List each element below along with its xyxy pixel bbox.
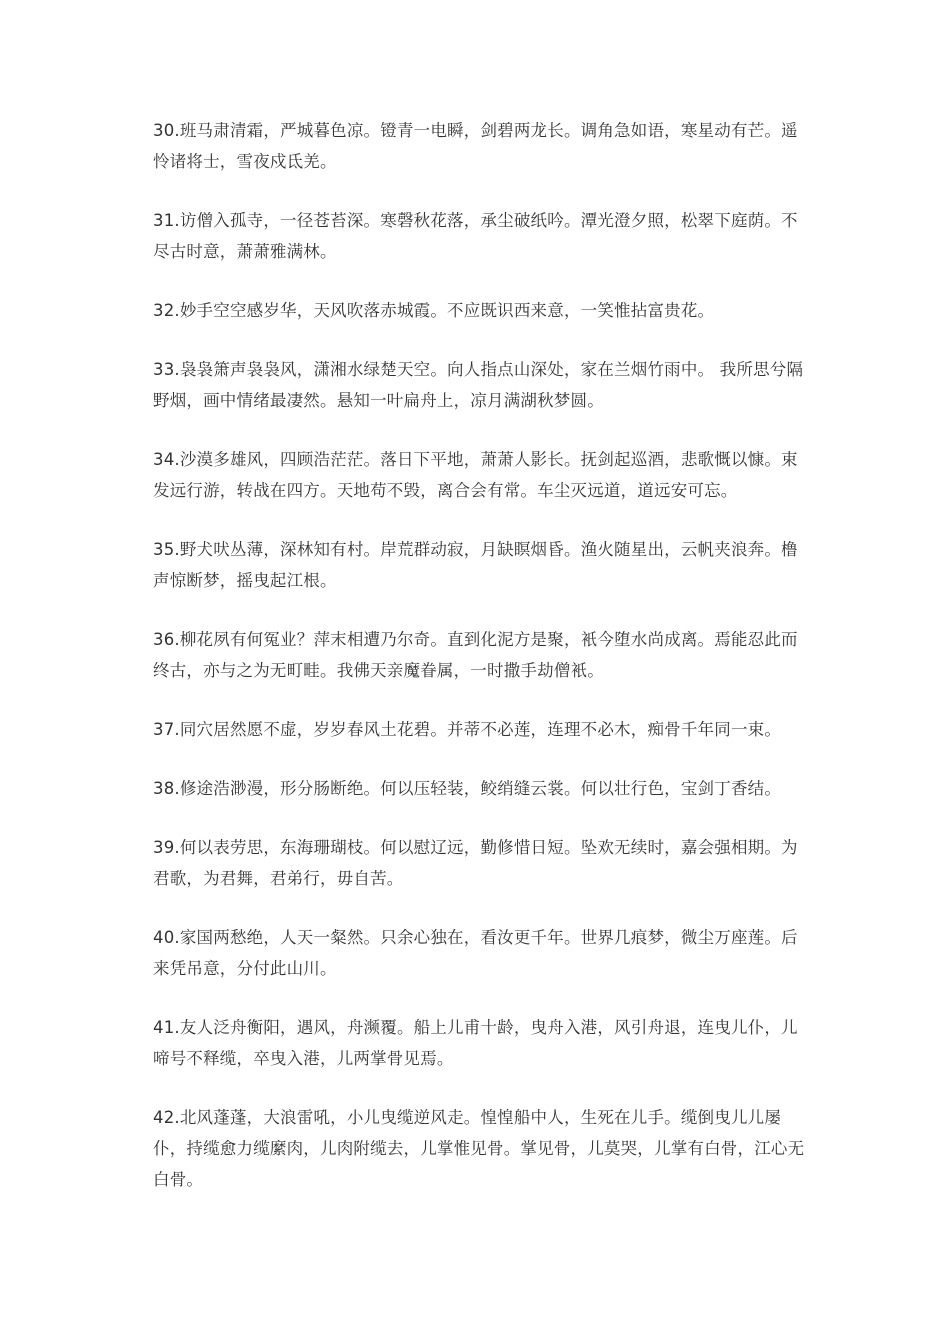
poem-entry-33: 33.袅袅箫声袅袅风，潇湘水绿楚天空。向人指点山深处，家在兰烟竹雨中。 我所思兮隔野烟，画中情绪最凄然。悬知一叶扁舟上，凉月满湖秋梦圆。: [153, 360, 804, 410]
poem-entry-40: 40.家国两愁绝，人天一粲然。只余心独在，看汝更千年。世界几痕梦，微尘万座莲。后来凭吊意，分付此山川。: [153, 928, 798, 978]
poem-entry-38: 38.修途浩渺漫，形分肠断绝。何以压轻装，鲛绡缝云裳。何以壮行色，宝剑丁香结。: [153, 779, 782, 798]
poem-entry-35: 35.野犬吠丛薄，深林知有村。岸荒群动寂，月缺瞑烟昏。渔火随星出，云帆夹浪奔。橹声惊断梦，摇曳起江根。: [153, 540, 798, 590]
poem-entry-42: 42.北风蓬蓬，大浪雷吼，小儿曳缆逆风走。惶惶船中人，生死在儿手。缆倒曳儿儿屡仆，持缆愈力缆縻肉，儿肉附缆去，儿掌惟见骨。掌见骨，儿莫哭，儿掌有白骨，江心无白骨。: [153, 1108, 805, 1189]
poem-entry-37: 37.同穴居然愿不虚，岁岁春风土花碧。并蒂不必莲，连理不必木，痴骨千年同一束。: [153, 720, 782, 739]
poem-entry-36: 36.柳花夙有何冤业？萍末相遭乃尔奇。直到化泥方是聚，衹今堕水尚成离。焉能忍此而终古，亦与之为无町畦。我佛天亲魔眷属，一时撒手劫僧衹。: [153, 630, 798, 680]
poem-entry-30: 30.班马肃清霜，严城暮色凉。镫青一电瞬，剑碧两龙长。调角急如语，寒星动有芒。遥怜诸将士，雪夜戍氐羌。: [153, 121, 798, 171]
poem-entry-34: 34.沙漠多雄风，四顾浩茫茫。落日下平地，萧萧人影长。抚剑起巡酒，悲歌慨以慷。束发远行游，转战在四方。天地苟不毁，离合会有常。车尘灭远道，道远安可忘。: [153, 450, 798, 500]
poem-entry-31: 31.访僧入孤寺，一径苍苔深。寒磬秋花落，承尘破纸吟。潭光澄夕照，松翠下庭荫。不尽古时意，萧萧雅满林。: [153, 211, 798, 261]
poem-entry-39: 39.何以表劳思，东海珊瑚枝。何以慰辽远，勤修惜日短。坠欢无续时，嘉会强相期。为君歌，为君舞，君弟行，毋自苦。: [153, 838, 798, 888]
poem-entry-32: 32.妙手空空感岁华，天风吹落赤城霞。不应既识西来意，一笑惟拈富贵花。: [153, 301, 715, 320]
poem-list: [153, 115, 805, 1223]
poem-entry-41: 41.友人泛舟衡阳，遇风，舟濒覆。船上儿甫十龄，曳舟入港，风引舟退，连曳儿仆，儿啼号不释缆，卒曳入港，儿两掌骨见焉。: [153, 1018, 798, 1068]
